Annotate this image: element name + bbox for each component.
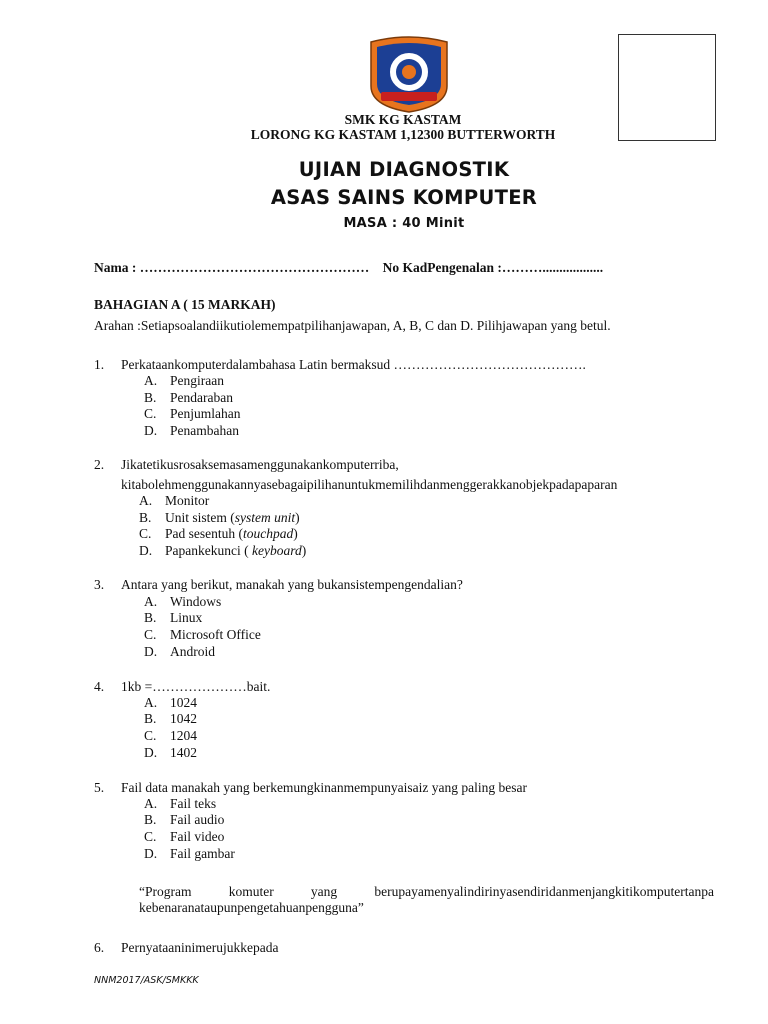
option-letter: A. <box>144 373 158 388</box>
question-stem: Perkataankomputerdalambahasa Latin bermaksud ……………………………………. <box>121 357 586 372</box>
question-stem: Pernyataaninimerujukkepada <box>121 940 279 955</box>
option-letter: A. <box>139 493 153 508</box>
question-number: 3. <box>94 577 105 592</box>
option-text-wrap <box>165 526 298 542</box>
option-letter: D. <box>144 745 158 760</box>
question-stem: 1kb =…………………bait. <box>121 679 271 694</box>
school-name: SMK KG KASTAM <box>344 112 462 127</box>
option-text: Fail video <box>170 829 225 844</box>
option-letter: D. <box>144 846 158 861</box>
school-logo <box>367 34 451 114</box>
question-number: 6. <box>94 940 105 955</box>
question-number: 5. <box>94 780 105 795</box>
option-text: Fail teks <box>170 796 217 811</box>
option-text: Fail audio <box>170 812 225 827</box>
option-text: Pendaraban <box>170 390 233 405</box>
option-letter: B. <box>144 610 157 625</box>
option-letter: B. <box>144 711 157 726</box>
option-text: Unit sistem ( <box>165 510 235 525</box>
exam-duration: MASA : 40 Minit <box>343 216 465 231</box>
option-text: 1042 <box>170 711 197 726</box>
option-italic: system unit <box>234 510 296 525</box>
option-text: Pad sesentuh ( <box>165 526 243 541</box>
option-italic: touchpad <box>243 526 294 541</box>
option-letter: B. <box>144 390 157 405</box>
option-letter: B. <box>144 812 157 827</box>
question-number: 4. <box>94 679 105 694</box>
option-text: Papankekunci ( <box>165 543 252 558</box>
option-letter: A. <box>144 594 158 609</box>
option-text-after: ) <box>293 526 298 541</box>
option-text-after: ) <box>301 543 307 558</box>
option-text-wrap <box>165 543 306 559</box>
question-stem: Fail data manakah yang berkemungkinanmempunyaisaiz yang paling besar <box>121 780 527 795</box>
section-title: BAHAGIAN A ( 15 MARKAH) <box>94 297 276 312</box>
question-number: 2. <box>94 457 105 472</box>
id-field[interactable]: No KadPengenalan :……….................. <box>382 260 604 275</box>
option-letter: C. <box>139 526 152 541</box>
section-instruction: Arahan :Setiapsoalandiikutiolemempatpilihanjawapan, A, B, C dan D. Pilihjawapan yang betul. <box>94 318 611 333</box>
option-letter: C. <box>144 627 157 642</box>
question-6-quote: “Program komuter yang berupayamenyalindirinyasendiridanmenjangkitikomputertanpa kebenaranataupunpengetahuanpengguna” <box>139 884 714 915</box>
option-text: Penjumlahan <box>170 406 241 421</box>
option-letter: D. <box>139 543 153 558</box>
option-text: 1024 <box>170 695 197 710</box>
question-number: 1. <box>94 357 105 372</box>
option-text: 1204 <box>170 728 197 743</box>
option-text: Windows <box>170 594 222 609</box>
option-text: Android <box>170 644 215 659</box>
option-letter: C. <box>144 728 157 743</box>
exam-title: UJIAN DIAGNOSTIK <box>298 158 510 181</box>
option-text-wrap <box>165 510 300 526</box>
option-italic: keyboard <box>251 543 302 558</box>
student-fields <box>94 260 603 276</box>
option-letter: A. <box>144 796 158 811</box>
name-field[interactable]: Nama : …………………………………………… <box>94 260 370 275</box>
question-stem: Antara yang berikut, manakah yang bukansistempengendalian? <box>121 577 463 592</box>
option-letter: A. <box>144 695 158 710</box>
question-stem: Jikatetikusrosaksemasamenggunakankomputerriba, <box>121 457 399 472</box>
option-letter: D. <box>144 644 158 659</box>
option-letter: C. <box>144 829 157 844</box>
option-text: 1402 <box>170 745 197 760</box>
footer-code: NNM2017/ASK/SMKKK <box>94 975 199 986</box>
option-text: Monitor <box>165 493 210 508</box>
option-text: Fail gambar <box>170 846 235 861</box>
option-letter: C. <box>144 406 157 421</box>
school-address: LORONG KG KASTAM 1,12300 BUTTERWORTH <box>250 127 556 142</box>
option-text: Pengiraan <box>170 373 224 388</box>
option-text-after: ) <box>295 510 300 525</box>
option-letter: D. <box>144 423 158 438</box>
option-text: Penambahan <box>170 423 239 438</box>
option-text: Microsoft Office <box>170 627 261 642</box>
option-text: Linux <box>170 610 203 625</box>
subject-title: ASAS SAINS KOMPUTER <box>270 186 538 209</box>
option-letter: B. <box>139 510 152 525</box>
question-stem-line2: kitabolehmenggunakannyasebagaipilihanuntukmemilihdanmenggerakkanobjekpadapaparan <box>121 477 618 492</box>
